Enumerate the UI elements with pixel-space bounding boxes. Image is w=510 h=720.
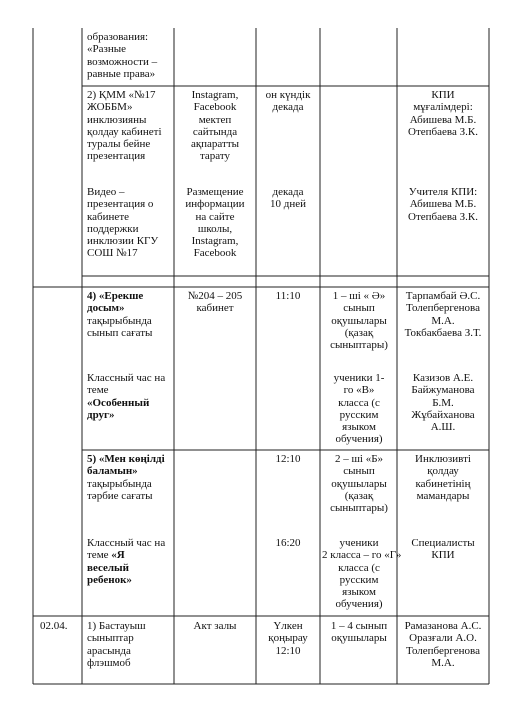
row3-participants-ru: ученики 2 класса – го «Г» класса (с русским языком обучения): [322, 537, 402, 611]
row1-event-kz: 2) ҚММ «№17 ЖОББМ» инклюзияны қолдау кабинеті туралы бейне презентация: [87, 89, 162, 163]
row1-place-kz: Instagram, Facebook мектеп сайтында ақпаратты тарату: [190, 89, 240, 163]
row4-time: Үлкен қоңырау 12:10: [268, 620, 308, 657]
row2-participants-kz: 1 – ші « Ә» сынып оқушылары (қазақ сыныптары): [330, 290, 388, 352]
row4-place: Акт залы: [193, 620, 237, 632]
row2-participants-ru: ученики 1- го «В» класса (с русским языком обучения): [333, 372, 385, 446]
row2-time: 11:10: [275, 290, 301, 302]
row1-time-kz: он күндік декада: [265, 89, 311, 114]
row2-event-kz: 4) «Ерекше досым» тақырыбында сынып сағаты: [87, 290, 153, 339]
row3-responsible-kz: Инклюзивті қолдау кабинетінің мамандары: [415, 453, 471, 502]
row1-event-ru: Видео – презентация о кабинете поддержки инклюзии КГУ СОШ №17: [87, 186, 159, 260]
row4-participants: 1 – 4 сынып оқушылары: [330, 620, 388, 645]
row2-responsible-ru: Казизов А.Е. Байжуманова Б.М. Жұбайханова А.Ш.: [411, 372, 475, 434]
row1-responsible-ru: Учителя КПИ: Абишева М.Б. Отепбаева З.К.: [408, 186, 478, 223]
row4-date: 02.04.: [40, 620, 68, 632]
row3-event-ru: Классный час на теме «Я веселый ребенок»: [87, 537, 166, 586]
row0-event: образования: «Разные возможности – равные права»: [87, 31, 158, 80]
row3-time-ru: 16:20: [275, 537, 301, 549]
row3-responsible-ru: Специалисты КПИ: [411, 537, 475, 562]
row4-responsible: Рамазанова А.С. Оразғали А.О. Толепбергенова М.А.: [404, 620, 482, 669]
row2-place: №204 – 205 кабинет: [187, 290, 243, 315]
row3-participants-kz: 2 – ші «Б» сынып оқушылары (қазақ сыныптары): [330, 453, 388, 515]
row1-time-ru: декада 10 дней: [269, 186, 306, 211]
row3-event-kz: 5) «Мен көңілді баламын» тақырыбында тәрбие сағаты: [87, 453, 165, 502]
row3-time-kz: 12:10: [275, 453, 301, 465]
row1-place-ru: Размещение информации на сайте школы, Instagram, Facebook: [185, 186, 245, 260]
row2-responsible-kz: Тарпамбай Ә.С. Толепбергенова М.А. Токбакбаева З.Т.: [404, 290, 482, 339]
row4-event: 1) Бастауыш сыныптар арасында флэшмоб: [87, 620, 146, 669]
row2-event-ru: Классный час на теме «Особенный друг»: [87, 372, 166, 421]
row1-responsible-kz: КПИ мұғалімдері: Абишева М.Б. Отепбаева З.К.: [408, 89, 478, 138]
